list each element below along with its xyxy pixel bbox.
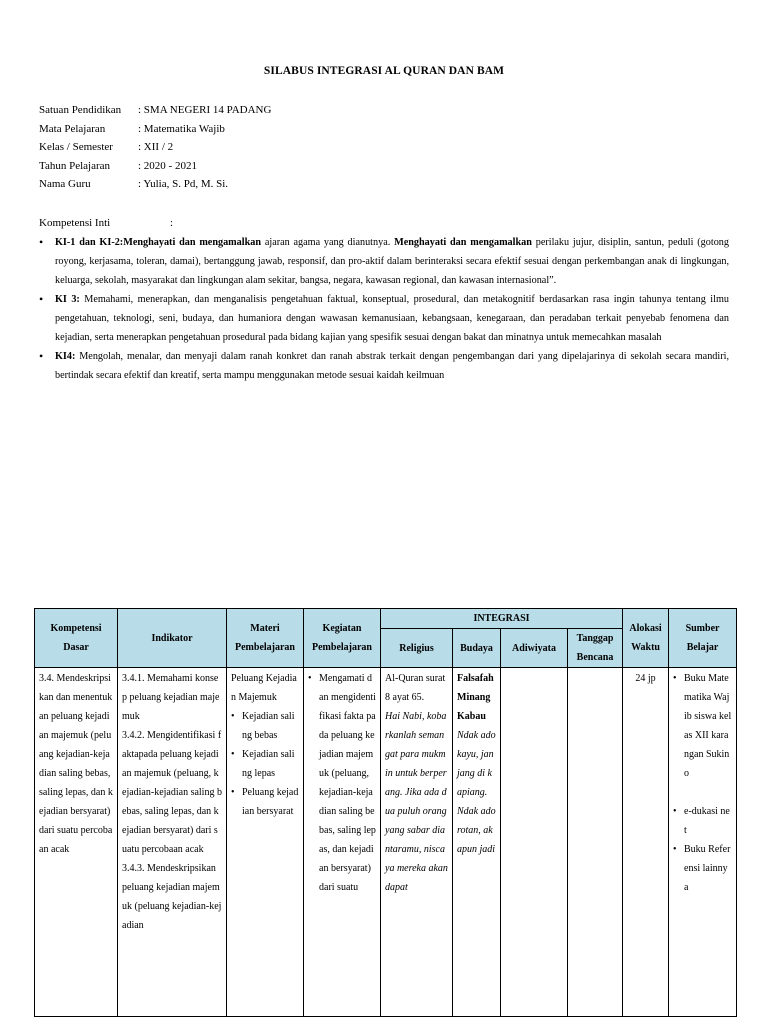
materi-list <box>231 707 299 821</box>
ki-bold-phrase: Menghayati dan mengamalkan <box>123 237 262 248</box>
ki-3-item <box>39 290 729 347</box>
header-indikator: Indikator <box>118 609 227 668</box>
indikator-item: 3.4.3. Mendeskripsikan peluang kejadian majemuk (peluang kejadian-kejadian <box>122 863 222 931</box>
header-tanggap-bencana: Tanggap Bencana <box>568 629 623 668</box>
meta-label: Tahun Pelajaran <box>39 159 111 172</box>
meta-value: : SMA NEGERI 14 PADANG <box>138 104 272 116</box>
header-alokasi: Alokasi Waktu <box>623 609 669 668</box>
meta-label: Mata Pelajaran <box>39 122 106 135</box>
list-item: • Peluang kejadian bersyarat <box>231 783 299 821</box>
meta-value: : Matematika Wajib <box>138 122 225 135</box>
header-sumber: Sumber Belajar <box>669 609 737 668</box>
kompetensi-inti-heading <box>39 217 174 229</box>
sumber-list <box>673 669 732 897</box>
cell-kegiatan <box>304 668 381 1017</box>
kd-text: 3.4. Mendeskripsikan dan menentukan peluang kejadian majemuk (peluang kejadian-kejadian saling bebas, saling lepas, dan kejadian bersyarat) dari suatu percobaan acak <box>39 673 113 855</box>
indikator-item: 3.4.2. Mengidentifikasi faktapada peluang kejadian majemuk (peluang, kejadian-kejadian saling bebas, saling lepas, dan kejadian bersyarat) dari suatu percobaan acak <box>122 730 222 855</box>
table-row <box>35 668 737 1017</box>
meta-row-guru <box>39 175 271 194</box>
cell-budaya <box>453 668 501 1017</box>
identity-block <box>39 101 271 194</box>
cell-religius <box>381 668 453 1017</box>
header-materi: Materi Pembelajaran <box>227 609 304 668</box>
meta-value: : XII / 2 <box>138 141 174 153</box>
header-religius: Religius <box>381 629 453 668</box>
meta-value: : Yulia, S. Pd, M. Si. <box>138 178 229 190</box>
budaya-title: Falsafah Minang Kabau <box>457 673 494 722</box>
ki-4-item <box>39 347 729 385</box>
silabus-table <box>34 608 737 1017</box>
header-integrasi: INTEGRASI <box>381 609 623 629</box>
header-kompetensi-dasar: Kompetensi Dasar <box>35 609 118 668</box>
meta-value: : 2020 - 2021 <box>138 159 197 172</box>
meta-label: Nama Guru <box>39 178 91 190</box>
cell-tanggap-bencana <box>568 668 623 1017</box>
header-kegiatan: Kegiatan Pembelajaran <box>304 609 381 668</box>
budaya-quote: Ndak ado kayu, janjang di kapiang. Ndak ado rotan, akapun jadi <box>457 730 496 855</box>
list-item: • Buku Matematika Wajib siswa kelas XII karangan Sukino <box>673 669 732 783</box>
meta-label: Kelas / Semester <box>39 141 113 153</box>
list-item: • Mengamati dan mengidentifikasi fakta pada peluang kejadian majemuk (peluang, kejadian-kejadian saling bebas, saling lepas, dan kejadian bersyarat) dari suatu <box>308 669 376 897</box>
kegiatan-list <box>308 669 376 897</box>
ki-lead: KI 3: <box>55 294 80 305</box>
cell-indikator <box>118 668 227 1017</box>
ki-1-2-item <box>39 233 729 290</box>
kompetensi-inti-list <box>39 233 729 385</box>
ki-heading-label: Kompetensi Inti <box>39 217 111 229</box>
list-item: • e-dukasi net <box>673 802 732 840</box>
list-item: • Kejadian saling bebas <box>231 707 299 745</box>
meta-row-mapel <box>39 120 271 139</box>
meta-row-kelas <box>39 138 271 157</box>
header-adiwiyata: Adiwiyata <box>501 629 568 668</box>
meta-label: Satuan Pendidikan <box>39 104 122 116</box>
list-item: • Kejadian saling lepas <box>231 745 299 783</box>
document-title: SILABUS INTEGRASI AL QURAN DAN BAM <box>263 65 505 77</box>
ki-text: Mengolah, menalar, dan menyaji dalam ranah konkret dan ranah abstrak terkait dengan pengembangan dari yang dipelajarinya di sekolah secara mandiri, bertindak secara efektif dan kreatif, serta mampu menggunakan metode sesuai kaidah keilmuan <box>55 351 729 381</box>
ki-lead: KI4: <box>55 351 76 362</box>
header-budaya: Budaya <box>453 629 501 668</box>
ki-text: Memahami, menerapkan, dan menganalisis pengetahuan faktual, konseptual, prosedural, dan metakognitif berdasarkan rasa ingin tahunya tentang ilmu pengetahuan, teknologi, seni, budaya, dan humaniora dengan wawasan kemanusiaan, kebangsaan, kenegaraan, dan peradaban terkait penyebab fenomena dan kejadian, serta menerapkan pengetahuan prosedural pada bidang kajian yang spesifik sesuai dengan bakat dan minatnya untuk memecahkan masalah <box>55 294 729 343</box>
cell-sumber <box>669 668 737 1017</box>
cell-kompetensi-dasar <box>35 668 118 1017</box>
ki-bold-phrase: Menghayati dan mengamalkan <box>394 237 532 248</box>
cell-alokasi: 24 jp <box>623 668 669 1017</box>
list-item: • Buku Referensi lainnya <box>673 840 732 897</box>
materi-title: Peluang Kejadian Majemuk <box>231 673 297 703</box>
cell-adiwiyata <box>501 668 568 1017</box>
cell-materi <box>227 668 304 1017</box>
ki-heading-colon: : <box>170 217 174 229</box>
ki-text: ajaran agama yang dianutnya. <box>261 237 395 248</box>
ki-lead: KI-1 dan KI-2: <box>55 237 124 248</box>
ki-text: perilaku jujur, disiplin, santun, peduli (gotong royong, kerjasama, toleran, damai), bertanggung jawab, responsif, dan pro-aktif dalam berinteraksi secara efektif sesuai dengan perkembangan anak di lingkungan, keluarga, sekolah, masyarakat dan lingkungan alam sekitar, bangsa, negara, kawasan regional, dan kawasan internasional”. <box>55 237 729 286</box>
religius-quote: Hai Nabi, kobarkanlah semangat para mukmin untuk berperang. Jika ada dua puluh orang yang sabar diantaramu, niscaya mereka akan dapat <box>385 711 448 893</box>
indikator-item: 3.4.1. Memahami konsep peluang kejadian majemuk <box>122 673 220 722</box>
meta-row-tahun <box>39 157 271 176</box>
meta-row-satuan <box>39 101 271 120</box>
religius-ref: Al-Quran surat 8 ayat 65. <box>385 673 446 703</box>
